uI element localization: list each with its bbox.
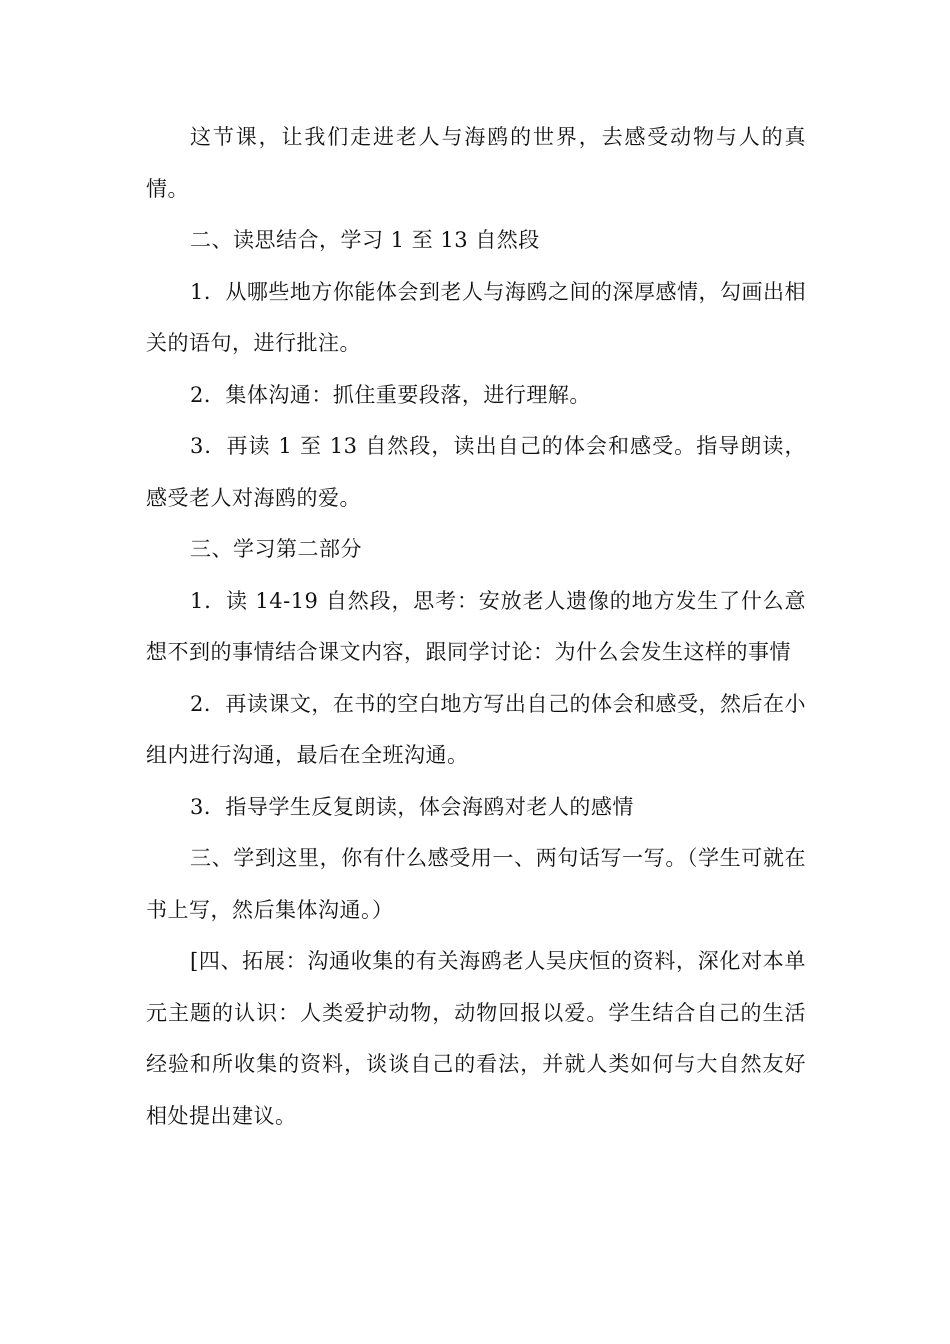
list-item: 3．指导学生反复朗读，体会海鸥对老人的感情	[190, 794, 634, 819]
section-heading-2: 二、读思结合，学习 1 至 13 自然段	[190, 228, 540, 252]
section-heading-4: [四、拓展：沟通收集的有关海鸥老人吴庆恒的资料，深化对本单元主题的认识：人类爱护动物，动物回报以爱。学生结合自己的生活经验和所收集的资料，谈谈自己的看法，并就人类如何与大自然友好相处提出建议。	[146, 949, 806, 1128]
document-page	[146, 112, 806, 1142]
list-item: 1．读 14-19 自然段，思考：安放老人遗像的地方发生了什么意想不到的事情结合课文内容，跟同学讨论：为什么会发生这样的事情	[146, 588, 806, 664]
list-item: 2．再读课文，在书的空白地方写出自己的体会和感受，然后在小组内进行沟通，最后在全班沟通。	[146, 691, 806, 767]
list-item: 3．再读 1 至 13 自然段，读出自己的体会和感受。指导朗读，感受老人对海鸥的爱。	[146, 434, 806, 510]
paragraph-intro: 这节课，让我们走进老人与海鸥的世界，去感受动物与人的真情。	[146, 125, 806, 201]
list-item: 2．集体沟通：抓住重要段落，进行理解。	[190, 382, 591, 407]
section-heading-3: 三、学习第二部分	[190, 537, 362, 561]
list-item: 1．从哪些地方你能体会到老人与海鸥之间的深厚感情，勾画出相关的语句，进行批注。	[146, 279, 806, 355]
section-heading-3b: 三、学到这里，你有什么感受用一、两句话写一写。（学生可就在书上写，然后集体沟通。）	[146, 846, 806, 922]
